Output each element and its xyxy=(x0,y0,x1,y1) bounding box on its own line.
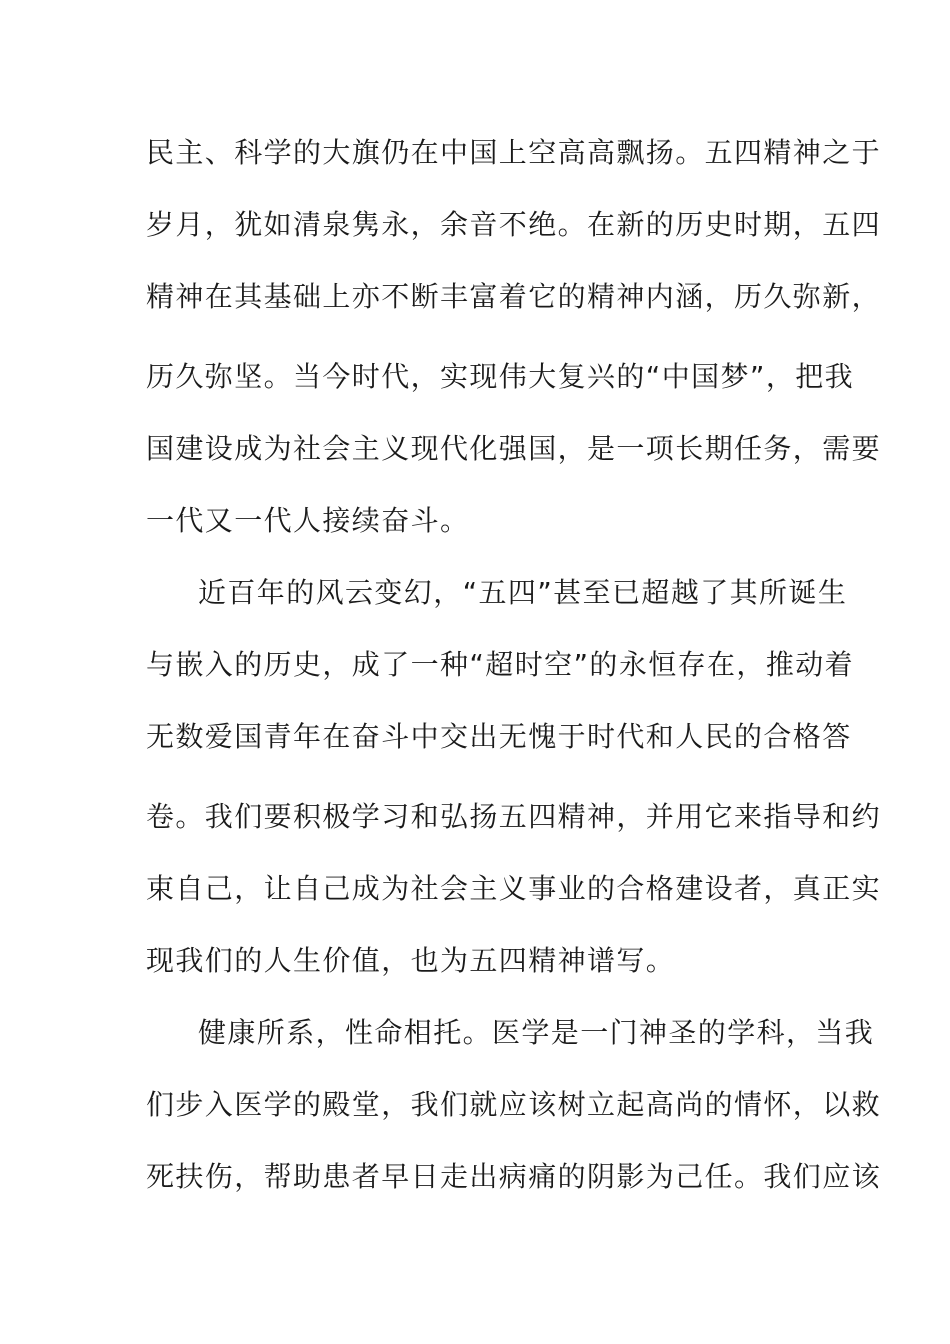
paragraph-first-line: 健康所系，性命相托。医学是一门神圣的学科，当我 xyxy=(198,1016,875,1049)
text-line: 精神在其基础上亦不断丰富着它的精神内涵，历久弥新， xyxy=(146,280,882,313)
text-line: 岁月，犹如清泉隽永，余音不绝。在新的历史时期，五四 xyxy=(146,208,882,241)
text-line: 历久弥坚。当今时代，实现伟大复兴的“中国梦”，把我 xyxy=(146,360,855,393)
paragraph-first-line: 近百年的风云变幻，“五四”甚至已超越了其所诞生 xyxy=(198,576,848,609)
text-line: 与嵌入的历史，成了一种“超时空”的永恒存在，推动着 xyxy=(146,648,855,681)
text-line: 无数爱国青年在奋斗中交出无愧于时代和人民的合格答 xyxy=(146,720,852,753)
text-line: 现我们的人生价值，也为五四精神谱写。 xyxy=(146,944,676,977)
text-line: 们步入医学的殿堂，我们就应该树立起高尚的情怀，以救 xyxy=(146,1088,882,1121)
text-line: 民主、科学的大旗仍在中国上空高高飘扬。五四精神之于 xyxy=(146,136,882,169)
text-line: 国建设成为社会主义现代化强国，是一项长期任务，需要 xyxy=(146,432,882,465)
text-line: 死扶伤，帮助患者早日走出病痛的阴影为己任。我们应该 xyxy=(146,1160,882,1193)
text-line: 一代又一代人接续奋斗。 xyxy=(146,504,470,537)
text-line: 束自己，让自己成为社会主义事业的合格建设者，真正实 xyxy=(146,872,882,905)
text-line: 卷。我们要积极学习和弘扬五四精神，并用它来指导和约 xyxy=(146,800,882,833)
